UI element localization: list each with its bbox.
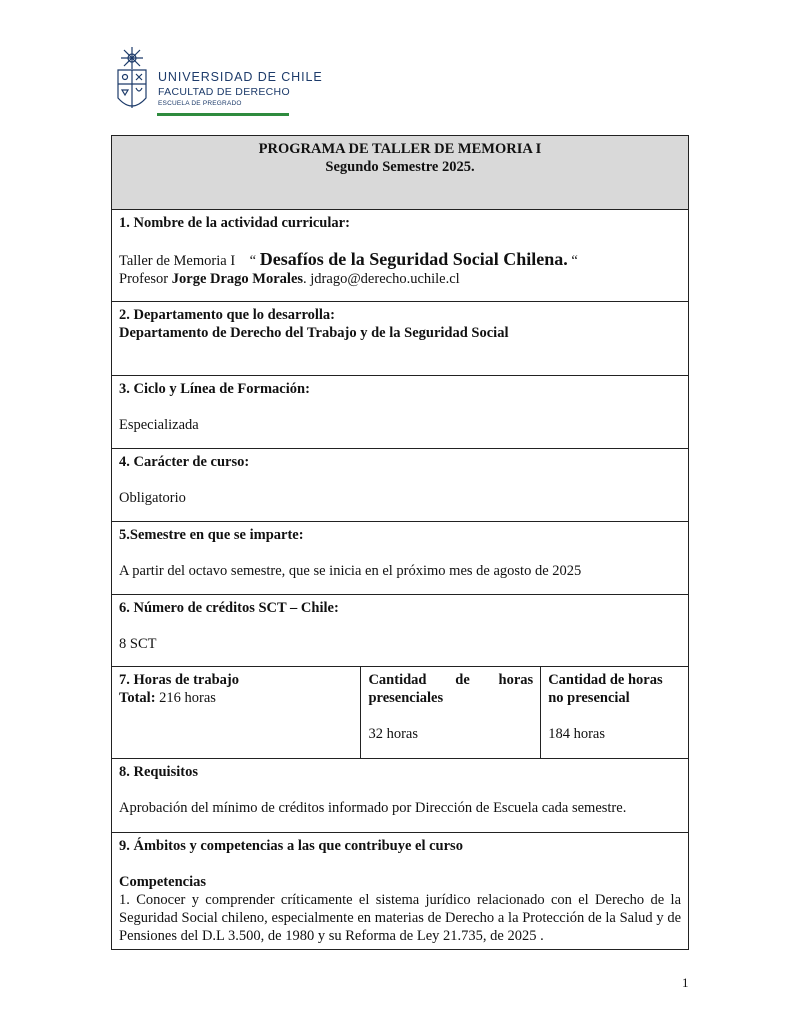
faculty-name: FACULTAD DE DERECHO (158, 86, 290, 98)
section-9-cell (112, 833, 689, 950)
section-2-cell (112, 302, 689, 376)
section-7-cell (112, 667, 361, 759)
character-value: Obligatorio (119, 490, 186, 506)
section-9-heading: 9. Ámbitos y competencias a las que contribuye el curso (119, 838, 463, 854)
competencias-heading: Competencias (119, 874, 206, 890)
course-title: Desafíos de la Seguridad Social Chilena. (259, 249, 568, 269)
total-label: Total: (119, 690, 156, 706)
university-crest-icon (114, 46, 150, 116)
section-1-cell (112, 210, 689, 302)
course-close-quote: “ (571, 253, 578, 269)
professor-email: . jdrago@derecho.uchile.cl (303, 271, 460, 287)
section-2-row (112, 302, 689, 376)
department-value: Departamento de Derecho del Trabajo y de la Seguridad Social (119, 325, 509, 341)
section-7-row (112, 667, 689, 759)
professor-label: Profesor (119, 271, 169, 287)
section-8-row (112, 759, 689, 833)
semester-value: A partir del octavo semestre, que se inicia en el próximo mes de agosto de 2025 (119, 563, 582, 579)
section-6-cell (112, 595, 689, 667)
section-4-heading: 4. Carácter de curso: (119, 454, 250, 470)
section-5-cell (112, 522, 689, 595)
section-3-cell (112, 376, 689, 449)
university-name: UNIVERSIDAD DE CHILE (158, 70, 323, 84)
section-8-heading: 8. Requisitos (119, 764, 198, 780)
section-1-row (112, 210, 689, 302)
school-name: ESCUELA DE PREGRADO (158, 100, 242, 107)
section-4-cell (112, 449, 689, 522)
total-value: 216 horas (159, 690, 216, 706)
university-logo (114, 46, 323, 118)
course-open-quote: “ (249, 253, 257, 269)
title-row (112, 136, 689, 210)
professor-name: Jorge Drago Morales (171, 271, 304, 287)
formation-value: Especializada (119, 417, 199, 433)
program-table (111, 135, 689, 950)
section-4-row (112, 449, 689, 522)
section-6-heading: 6. Número de créditos SCT – Chile: (119, 600, 339, 616)
program-title: PROGRAMA DE TALLER DE MEMORIA I (258, 141, 542, 157)
section-6-row (112, 595, 689, 667)
requirements-value: Aprobación del mínimo de créditos informado por Dirección de Escuela cada semestre. (119, 800, 627, 816)
competencia-1: 1. Conocer y comprender críticamente el sistema jurídico relacionado con el Derecho de la Seguridad Social chileno, especialmente en materias de Derecho a la Protección de la Salud y de Pensiones del D.L 3.500, de 1980 y su Reforma de Ley 21.735, de 2025 . (119, 892, 681, 944)
no-presencial-label: Cantidad de horas no presencial (548, 672, 663, 706)
program-semester: Segundo Semestre 2025. (325, 159, 475, 175)
section-7-heading: 7. Horas de trabajo (119, 672, 240, 688)
no-presencial-value: 184 horas (548, 726, 605, 742)
presencial-label: Cantidad de horas presenciales (368, 672, 534, 706)
credits-value: 8 SCT (119, 636, 157, 652)
section-5-heading: 5.Semestre en que se imparte: (119, 527, 304, 543)
section-1-heading: 1. Nombre de la actividad curricular: (119, 215, 350, 231)
professor-line (119, 270, 681, 288)
section-2-heading: 2. Departamento que lo desarrolla: (119, 307, 335, 323)
section-9-row (112, 833, 689, 950)
no-presencial-cell (541, 667, 689, 759)
title-cell (112, 136, 689, 210)
presencial-value: 32 horas (368, 726, 418, 742)
section-3-row (112, 376, 689, 449)
course-name-line (119, 250, 681, 270)
section-3-heading: 3. Ciclo y Línea de Formación: (119, 381, 310, 397)
total-hours (119, 689, 353, 707)
section-5-row (112, 522, 689, 595)
course-prefix: Taller de Memoria I (119, 253, 236, 269)
logo-divider (157, 113, 289, 116)
section-8-cell (112, 759, 689, 833)
presencial-cell (361, 667, 541, 759)
page-number: 1 (682, 975, 689, 990)
